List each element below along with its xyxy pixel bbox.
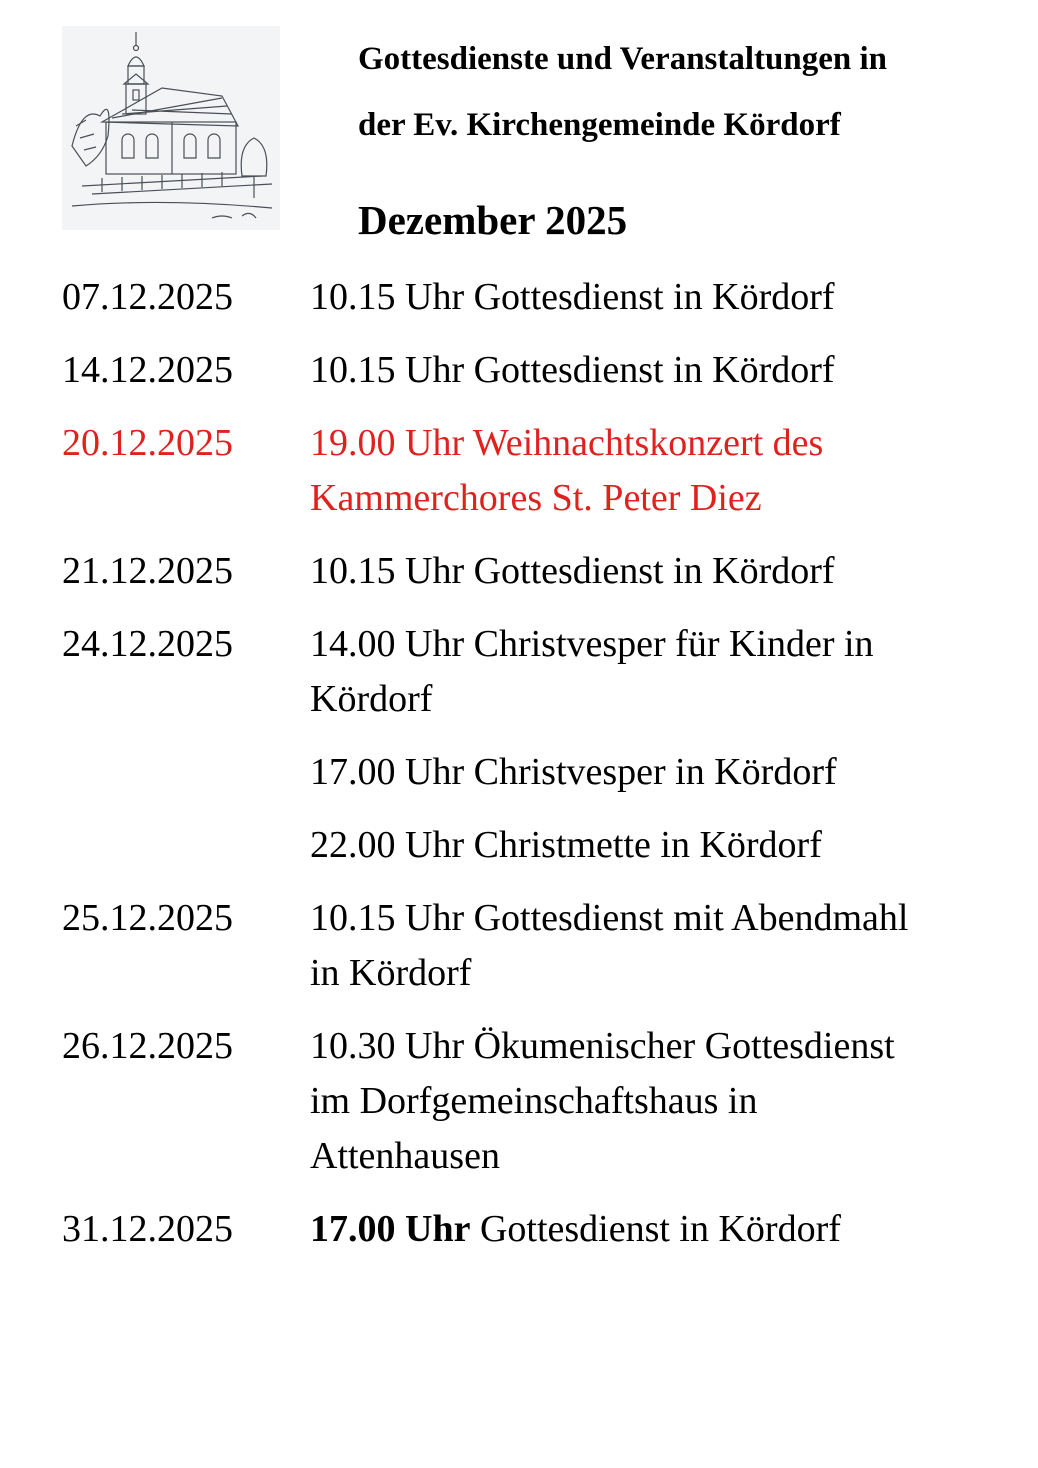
event-line: 19.00 Uhr Weihnachtskonzert des xyxy=(310,422,824,464)
event xyxy=(310,1019,1012,1184)
entry-date: 24.12.2025 xyxy=(62,623,233,665)
event-line: 10.15 Uhr Gottesdienst in Kördorf xyxy=(310,550,835,592)
event-line: 17.00 Uhr Christvesper in Kördorf xyxy=(310,751,837,793)
title-line-1: Gottesdienste und Veranstaltungen in xyxy=(358,41,888,77)
entry-date: 20.12.2025 xyxy=(62,422,233,464)
list-item xyxy=(62,343,1012,398)
list-item xyxy=(62,617,1012,873)
event-line: 10.15 Uhr Gottesdienst mit Abendmahl xyxy=(310,897,909,939)
list-item xyxy=(62,1202,1012,1257)
entry-date: 21.12.2025 xyxy=(62,550,233,592)
event-time-bold: 17.00 Uhr xyxy=(310,1208,471,1250)
entry-date: 25.12.2025 xyxy=(62,897,233,939)
event-line: in Kördorf xyxy=(310,952,472,994)
title-line-2: der Ev. Kirchengemeinde Kördorf xyxy=(358,107,841,143)
entry-date: 14.12.2025 xyxy=(62,349,233,391)
event xyxy=(310,416,1012,526)
entry-date: 31.12.2025 xyxy=(62,1208,233,1250)
event-line: 10.30 Uhr Ökumenischer Gottesdienst xyxy=(310,1025,895,1067)
event-line: 14.00 Uhr Christvesper für Kinder in xyxy=(310,623,874,665)
church-sketch-icon xyxy=(62,26,280,230)
event-line: 10.15 Uhr Gottesdienst in Kördorf xyxy=(310,276,835,318)
schedule-list xyxy=(62,270,1012,1275)
page-title xyxy=(358,26,1018,158)
event-line xyxy=(310,1202,1012,1257)
event xyxy=(310,891,1012,1001)
event xyxy=(310,818,1012,873)
event xyxy=(310,343,1012,398)
list-item-highlighted xyxy=(62,416,1012,526)
list-item xyxy=(62,270,1012,325)
list-item xyxy=(62,544,1012,599)
event xyxy=(310,270,1012,325)
list-item xyxy=(62,1019,1012,1184)
event-line: Attenhausen xyxy=(310,1135,500,1177)
event-line: Kammerchores St. Peter Diez xyxy=(310,477,762,519)
event-line: im Dorfgemeinschaftshaus in xyxy=(310,1080,758,1122)
event xyxy=(310,617,1012,727)
event-line: 22.00 Uhr Christmette in Kördorf xyxy=(310,824,822,866)
event xyxy=(310,1202,1012,1257)
event-line: Kördorf xyxy=(310,678,433,720)
event xyxy=(310,544,1012,599)
event-text: Gottesdienst in Kördorf xyxy=(470,1208,841,1250)
entry-date: 26.12.2025 xyxy=(62,1025,233,1067)
event xyxy=(310,745,1012,800)
list-item xyxy=(62,891,1012,1001)
event-line: 10.15 Uhr Gottesdienst in Kördorf xyxy=(310,349,835,391)
month-heading: Dezember 2025 xyxy=(358,197,628,243)
entry-date: 07.12.2025 xyxy=(62,276,233,318)
